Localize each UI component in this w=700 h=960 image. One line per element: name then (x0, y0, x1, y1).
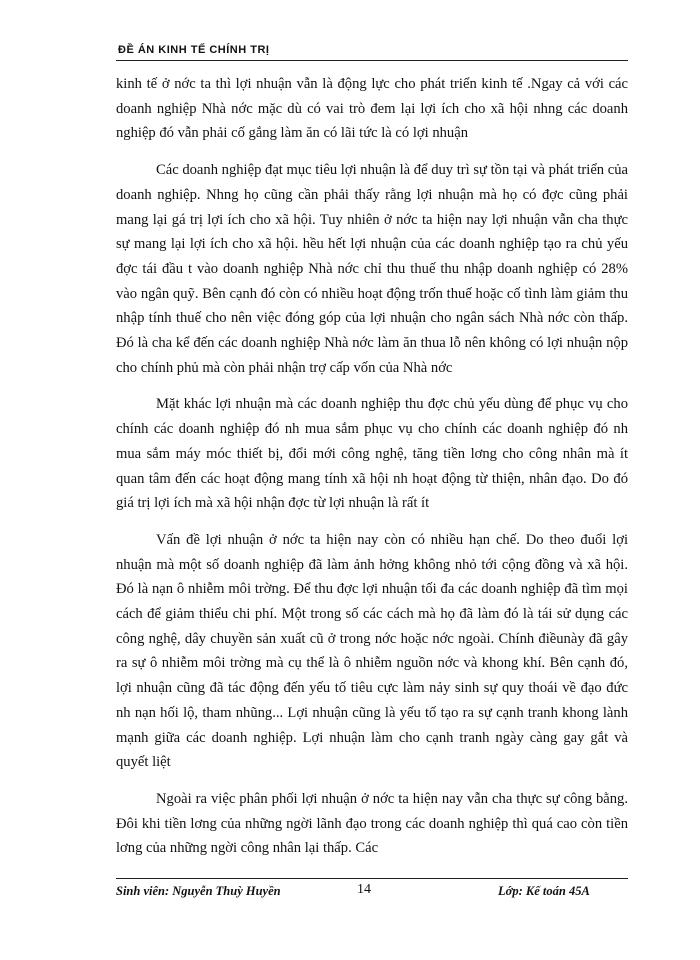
paragraph-1: kinh tế ở nớc ta thì lợi nhuận vẫn là động lực cho phát triển kinh tế .Ngay cả với các doanh nghiệp Nhà nớc mặc dù có vai trò đem lại lợi ích cho xã hội nhng các doanh nghiệp đó vẫn phải cố gắng làm ăn có lãi tức là có lợi nhuận (116, 76, 628, 142)
header-divider (116, 60, 628, 61)
footer-class: Lớp: Kế toán 45A (498, 884, 590, 898)
page-number: 14 (357, 882, 371, 897)
paragraph-2: Các doanh nghiệp đạt mục tiêu lợi nhuận là để duy trì sự tồn tại và phát triển của doanh nghiệp. Nhng họ cũng cần phải thấy rằng lợi nhuận mà họ có đợc cũng phải mang lại gá trị lợi ích cho xã hội. Tuy nhiên ở nớc ta hiện nay lợi nhuận vẫn cha thực sự mang lại lợi ích cho xã hội. hều hết lợi nhuận của các doanh nghiệp tạo ra chủ yếu đợc tái đầu t vào doanh nghiệp Nhà nớc chỉ thu thuế thu nhập doanh nghiệp có 28% vào ngân quỹ. Bên cạnh đó còn có nhiều hoạt động trốn thuế hoặc cố tình làm giảm thu nhập tính thuế cho nên việc đóng góp của lợi nhuận cho ngân sách Nhà nớc còn thấp. Đó là cha kể đến các doanh nghiệp Nhà nớc làm ăn thua lỗ nên không có lợi nhuận nộp cho chính phủ mà còn phải nhận trợ cấp vốn của Nhà nớc (116, 162, 628, 376)
paragraph-5: Ngoài ra việc phân phối lợi nhuận ở nớc ta hiện nay vẫn cha thực sự công bằng. Đôi khi tiền lơng của những ngời lãnh đạo trong các doanh nghiệp thì quá cao còn tiền lơng của những ngời công nhân lại thấp. Các (116, 790, 628, 857)
paragraph-3: Mặt khác lợi nhuận mà các doanh nghiệp thu đợc chủ yếu dùng để phục vụ cho chính các doanh nghiệp đó nh mua sắm phục vụ cho chính các doanh nghiệp đó nh mua sắm máy móc thiết bị, đổi mới công nghệ, tăng tiền lơng cho công nhân mà ít quan tâm đến các hoạt động mang tính xã hội nh hoạt động từ thiện, nhân đạo. Do đó giá trị lợi ích mà xã hội nhận đợc từ lợi nhuận là rất ít (116, 396, 628, 512)
paragraph-4: Vấn đề lợi nhuận ở nớc ta hiện nay còn có nhiều hạn chế. Do theo đuổi lợi nhuận mà một số doanh nghiệp đã làm ảnh hởng không nhỏ tới cộng đồng và xã hội. Đó là nạn ô nhiễm môi trờng. Để thu đợc lợi nhuận tối đa các doanh nghiệp đã tìm mọi cách để giảm thiểu chi phí. Một trong số các cách mà họ đã làm đó là tái sử dụng các công nghệ, dây chuyền sản xuất cũ ở trong nớc hoặc nớc ngoài. Chính điềunày đã gây ra sự ô nhiễm môi trờng mà cụ thể là ô nhiễm nguồn nớc và khong khí. Bên cạnh đó, lợi nhuận cũng đã tác động đến yếu tố tiêu cực làm nảy sinh sự quy thoái về đạo đức nh nạn hối lộ, tham nhũng... Lợi nhuận cũng là yếu tố tạo ra sự cạnh tranh khong lành mạnh giữa các doanh nghiệp. Lợi nhuận làm cho cạnh tranh ngày càng gay gắt và quyết liệt (116, 531, 628, 771)
footer-divider (116, 878, 628, 879)
page-header-title: ĐỀ ÁN KINH TẾ CHÍNH TRỊ (118, 44, 270, 56)
footer-student-name: Sinh viên: Nguyễn Thuỳ Huyền (116, 884, 281, 898)
document-body (116, 72, 628, 873)
